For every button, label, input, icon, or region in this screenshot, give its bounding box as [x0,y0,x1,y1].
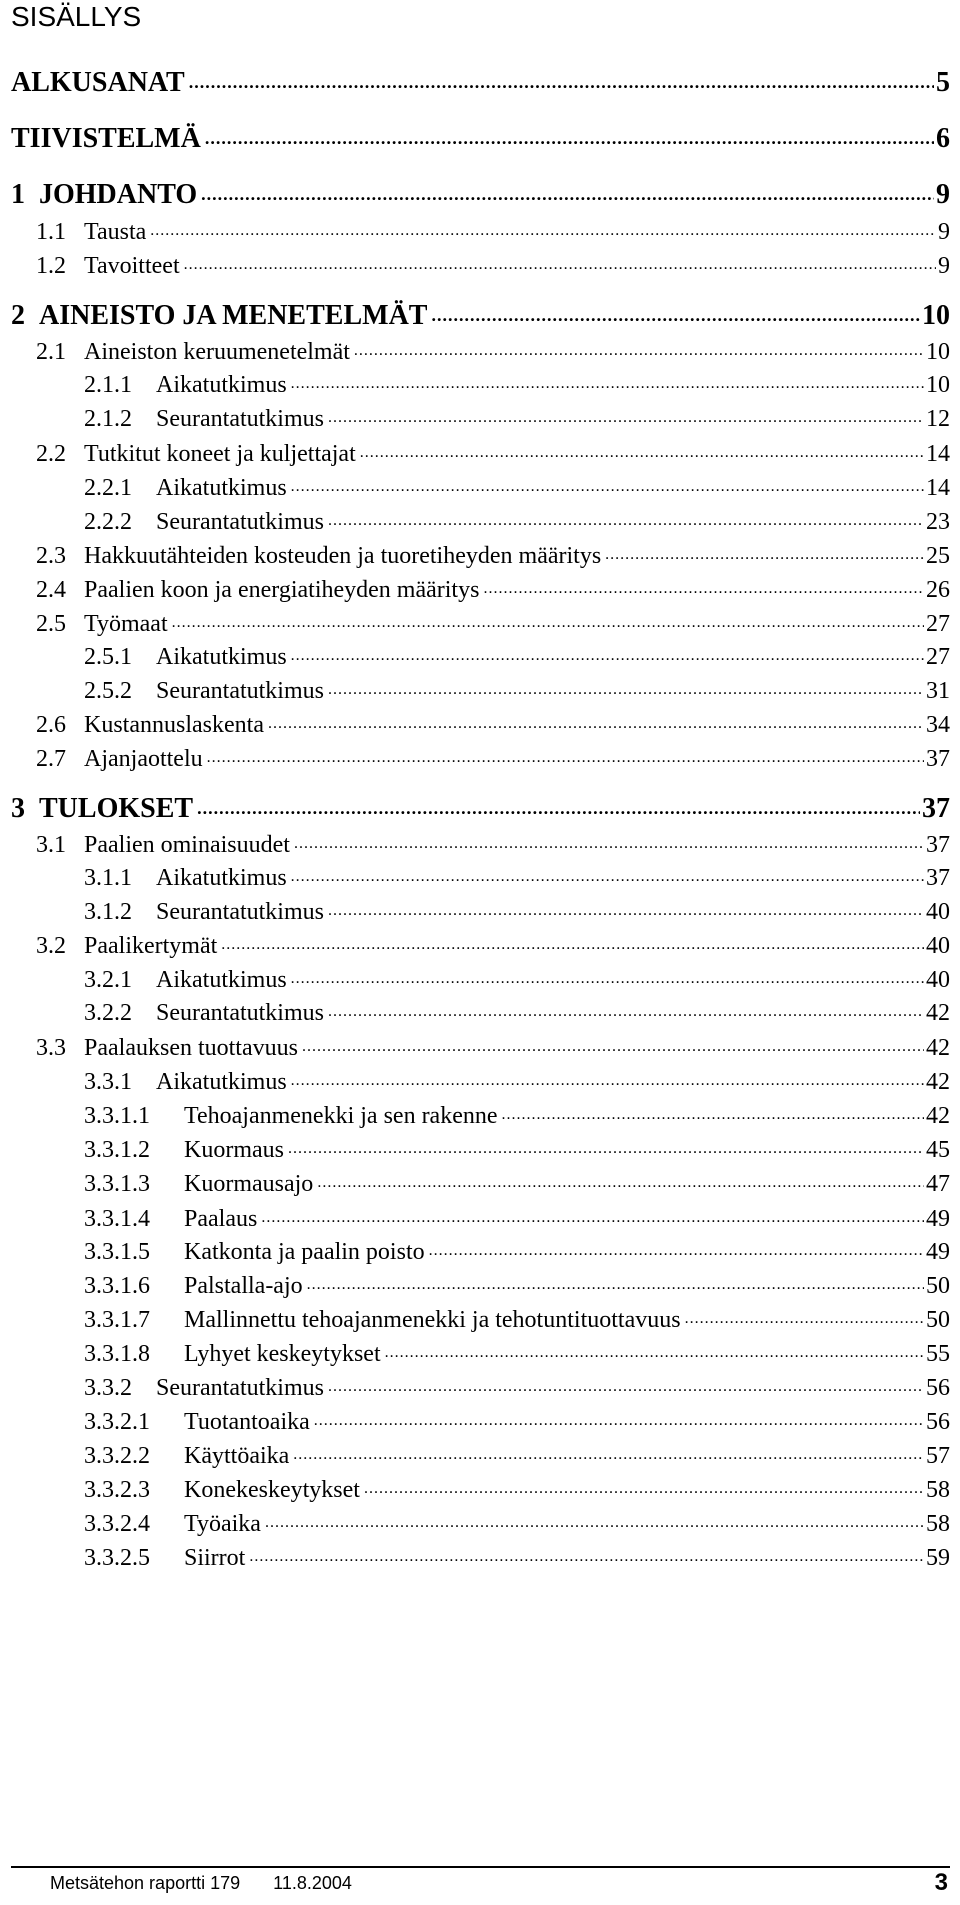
toc-entry-title: Aikatutkimus [156,865,287,891]
toc-entry[interactable] [36,570,950,604]
dot-leader [265,1518,924,1532]
toc-entry-title: Seurantatutkimus [156,899,324,925]
toc-entry-number: 2.1.2 [84,406,132,432]
dot-leader [291,872,924,886]
toc-entry-title: Kuormaus [184,1137,284,1163]
dot-leader [328,685,924,699]
toc-entry-page: 34 [926,712,950,738]
toc-entry[interactable] [84,1062,950,1096]
toc-entry-title: Aikatutkimus [156,1069,287,1095]
dot-leader [317,1178,924,1192]
toc-entry-page: 45 [926,1137,950,1163]
dot-leader [302,1042,924,1056]
toc-entry[interactable] [11,298,950,332]
toc-entry-title: Seurantatutkimus [156,1000,324,1026]
toc-entry[interactable] [36,604,950,638]
toc-entry-page: 49 [926,1239,950,1265]
dot-leader [605,550,924,564]
dot-leader [429,1246,924,1260]
toc-entry-page: 10 [926,339,950,365]
toc-entry-page: 27 [926,644,950,670]
toc-entry[interactable] [84,637,950,671]
toc-entry-title: Kustannuslaskenta [84,712,264,738]
dot-leader [172,618,924,632]
toc-entry-number: 3 [11,793,25,824]
toc-entry[interactable] [84,1504,950,1538]
toc-entry-number: 3.3.1.8 [84,1341,150,1367]
toc-entry-number: 3.1.1 [84,865,132,891]
toc-entry-number: 3.1.2 [84,899,132,925]
toc-entry-title: Paalauksen tuottavuus [84,1035,298,1061]
toc-entry[interactable] [36,332,950,366]
toc-entry-page: 42 [926,1035,950,1061]
toc-entry-title: Aikatutkimus [156,644,287,670]
toc-entry-page: 42 [926,1069,950,1095]
toc-entry[interactable] [84,960,950,994]
toc-entry[interactable] [36,1028,950,1062]
dot-leader [201,191,934,205]
dot-leader [293,1450,924,1464]
dot-leader [364,1484,924,1498]
toc-entry-title: Seurantatutkimus [156,509,324,535]
toc-entry-title: Mallinnettu tehoajanmenekki ja tehotuntituottavuus [184,1307,681,1333]
dot-leader [189,79,934,93]
toc-entry[interactable] [84,1130,950,1164]
toc-entry-number: 2.1.1 [84,372,132,398]
dot-leader [268,719,924,733]
toc-entry-page: 49 [926,1206,950,1232]
toc-entry-page: 37 [926,832,950,858]
toc-entry[interactable] [84,1164,950,1198]
toc-entry-number: 3.3.1 [84,1069,132,1095]
toc-entry-title: Konekeskeytykset [184,1477,360,1503]
toc-entry-page: 50 [926,1273,950,1299]
toc-entry-page: 23 [926,509,950,535]
toc-entry-title: Katkonta ja paalin poisto [184,1239,425,1265]
toc-entry[interactable] [11,177,950,211]
toc-entry-number: 3.3.2.2 [84,1443,150,1469]
dot-leader [249,1552,924,1566]
toc-entry[interactable] [84,1470,950,1504]
dot-leader [294,839,924,853]
toc-entry-title: Palstalla-ajo [184,1273,303,1299]
page-number: 3 [934,1869,948,1896]
toc-entry-title: Aikatutkimus [156,475,287,501]
toc-entry-page: 56 [926,1409,950,1435]
toc-entry-number: 2.2.2 [84,509,132,535]
dot-leader [328,1382,924,1396]
toc-entry[interactable] [11,65,950,99]
toc-entry-page: 9 [938,253,950,279]
dot-leader [328,1007,924,1021]
toc-entry-title: Paalaus [184,1206,258,1232]
dot-leader [328,516,924,530]
toc-entry-page: 10 [922,300,950,331]
toc-entry-title: Paalikertymät [84,933,218,959]
toc-entry-title: Työaika [184,1511,261,1537]
toc-entry-number: 3.2 [36,933,66,959]
toc-entry-page: 10 [926,372,950,398]
dot-leader [205,135,934,149]
dot-leader [502,1110,924,1124]
toc-entry-title: Tausta [84,219,147,245]
dot-leader [354,346,924,360]
toc-entry-number: 2.7 [36,746,66,772]
toc-entry-title: Seurantatutkimus [156,406,324,432]
toc-entry-page: 12 [926,406,950,432]
toc-entry-number: 3.3.2.5 [84,1545,150,1571]
toc-entry[interactable] [36,825,950,859]
toc-entry-number: 3.3.2.1 [84,1409,150,1435]
toc-entry-page: 40 [926,967,950,993]
toc-entry-page: 14 [926,441,950,467]
toc-entry-number: 1.2 [36,253,66,279]
toc-entry-page: 40 [926,933,950,959]
dot-leader [197,805,920,819]
toc-entry-title: TIIVISTELMÄ [11,123,201,154]
toc-entry[interactable] [11,121,950,155]
toc-entry-number: 3.3.1.2 [84,1137,150,1163]
dot-leader [291,1076,924,1090]
toc-entry-number: 3.3.1.5 [84,1239,150,1265]
toc-entry-number: 3.3.1.4 [84,1206,150,1232]
toc-entry-page: 55 [926,1341,950,1367]
toc-entry-page: 37 [926,746,950,772]
toc-entry-number: 3.3.1.3 [84,1171,150,1197]
toc-entry-number: 3.1 [36,832,66,858]
dot-leader [207,753,924,767]
toc-entry-page: 59 [926,1545,950,1571]
toc-entry[interactable] [36,705,950,739]
report-name: Metsätehon raportti 179 [50,1873,241,1893]
toc-entry[interactable] [84,399,950,433]
toc-entry-title: Paalien ominaisuudet [84,832,290,858]
toc-entry-page: 27 [926,611,950,637]
report-date: 11.8.2004 [273,1873,352,1893]
toc-entry-number: 2.1 [36,339,66,365]
toc-entry-title: JOHDANTO [39,179,198,210]
dot-leader [291,974,924,988]
toc-entry-number: 3.3.2.4 [84,1511,150,1537]
dot-leader [314,1416,924,1430]
toc-entry-number: 2.2 [36,441,66,467]
toc-entry-number: 3.3.2 [84,1375,132,1401]
toc-entry-number: 2 [11,300,25,331]
toc-entry-title: Aikatutkimus [156,967,287,993]
toc-entry-title: ALKUSANAT [11,67,185,98]
toc-entry-number: 3.3.1.7 [84,1307,150,1333]
toc-entry-title: Seurantatutkimus [156,678,324,704]
toc-entry[interactable] [84,1096,950,1130]
toc-entry-number: 3.2.2 [84,1000,132,1026]
toc-entry[interactable] [36,536,950,570]
toc-entry-title: Tehoajanmenekki ja sen rakenne [184,1103,498,1129]
toc-entry-title: Seurantatutkimus [156,1375,324,1401]
toc-entry[interactable] [84,1368,950,1402]
toc-entry-title: Siirrot [184,1545,246,1571]
toc-entry-number: 3.3.1.1 [84,1103,150,1129]
dot-leader [685,1314,924,1328]
toc-entry-page: 40 [926,899,950,925]
toc-entry-number: 2.3 [36,543,66,569]
toc-entry-number: 2.5.2 [84,678,132,704]
toc-entry[interactable] [36,926,950,960]
toc-entry-number: 3.3.1.6 [84,1273,150,1299]
toc-entry-page: 14 [926,475,950,501]
toc-entry[interactable] [36,212,950,246]
dot-leader [483,584,924,598]
toc-entry-page: 47 [926,1171,950,1197]
dot-leader [291,651,924,665]
dot-leader [150,226,936,240]
dot-leader [291,482,924,496]
toc-entry-title: Tutkitut koneet ja kuljettajat [84,441,356,467]
toc-entry-number: 2.5 [36,611,66,637]
toc-entry-page: 25 [926,543,950,569]
toc-entry-title: AINEISTO JA MENETELMÄT [39,300,428,331]
toc-entry-page: 9 [938,219,950,245]
toc-entry-title: Tuotantoaika [184,1409,310,1435]
toc-entry[interactable] [36,434,950,468]
toc-entry-title: Työmaat [84,611,168,637]
toc-entry-title: Aineiston keruumenetelmät [84,339,350,365]
toc-entry-page: 6 [936,123,950,154]
toc-entry[interactable] [84,1199,950,1233]
toc-entry-number: 2.4 [36,577,66,603]
dot-leader [291,379,924,393]
toc-entry[interactable] [84,1402,950,1436]
toc-entry[interactable] [84,1266,950,1300]
toc-entry[interactable] [36,246,950,280]
toc-entry[interactable] [84,671,950,705]
toc-entry-number: 2.2.1 [84,475,132,501]
toc-entry-page: 31 [926,678,950,704]
dot-leader [221,940,924,954]
footer [50,1870,380,1896]
toc-entry-page: 9 [936,179,950,210]
toc-entry-page: 58 [926,1511,950,1537]
toc-entry-page: 56 [926,1375,950,1401]
toc-entry-page: 57 [926,1443,950,1469]
toc-entry-title: Paalien koon ja energiatiheyden määritys [84,577,480,603]
toc-entry-title: Käyttöaika [184,1443,290,1469]
toc-entry[interactable] [84,365,950,399]
dot-leader [288,1144,924,1158]
toc-entry[interactable] [84,892,950,926]
toc-entry-title: Ajanjaottelu [84,746,203,772]
toc-entry-page: 5 [936,67,950,98]
toc-entry-title: Aikatutkimus [156,372,287,398]
dot-leader [360,448,924,462]
toc-entry[interactable] [84,1538,950,1572]
toc-entry-title: Kuormausajo [184,1171,314,1197]
page-title: SISÄLLYS [11,1,142,32]
dot-leader [328,906,924,920]
toc-entry-title: Lyhyet keskeytykset [184,1341,381,1367]
dot-leader [184,260,936,274]
toc-entry[interactable] [84,1300,950,1334]
toc-entry[interactable] [84,1232,950,1266]
toc-entry[interactable] [84,858,950,892]
toc-entry-number: 1.1 [36,219,66,245]
toc-entry[interactable] [84,1334,950,1368]
toc-entry-page: 58 [926,1477,950,1503]
toc-entry[interactable] [84,1436,950,1470]
toc-entry-title: TULOKSET [39,793,194,824]
toc-entry-number: 3.3 [36,1035,66,1061]
toc-entry-page: 42 [926,1000,950,1026]
toc-entry[interactable] [11,791,950,825]
toc-entry-number: 2.5.1 [84,644,132,670]
toc-entry[interactable] [84,993,950,1027]
toc-entry-page: 50 [926,1307,950,1333]
toc-entry-page: 37 [922,793,950,824]
toc-entry-number: 3.3.2.3 [84,1477,150,1503]
dot-leader [307,1280,924,1294]
dot-leader [261,1213,924,1227]
footer-divider [11,1866,950,1868]
toc-entry-title: Hakkuutähteiden kosteuden ja tuoretiheyden määritys [84,543,602,569]
toc-entry-page: 26 [926,577,950,603]
toc-entry[interactable] [84,468,950,502]
dot-leader [385,1348,924,1362]
toc-entry[interactable] [84,502,950,536]
dot-leader [328,413,924,427]
toc-entry-page: 42 [926,1103,950,1129]
toc-entry-title: Tavoitteet [84,253,180,279]
toc-entry-page: 37 [926,865,950,891]
toc-entry-number: 2.6 [36,712,66,738]
toc-entry[interactable] [36,739,950,773]
toc-entry-number: 3.2.1 [84,967,132,993]
toc-entry-number: 1 [11,179,25,210]
dot-leader [431,312,920,326]
